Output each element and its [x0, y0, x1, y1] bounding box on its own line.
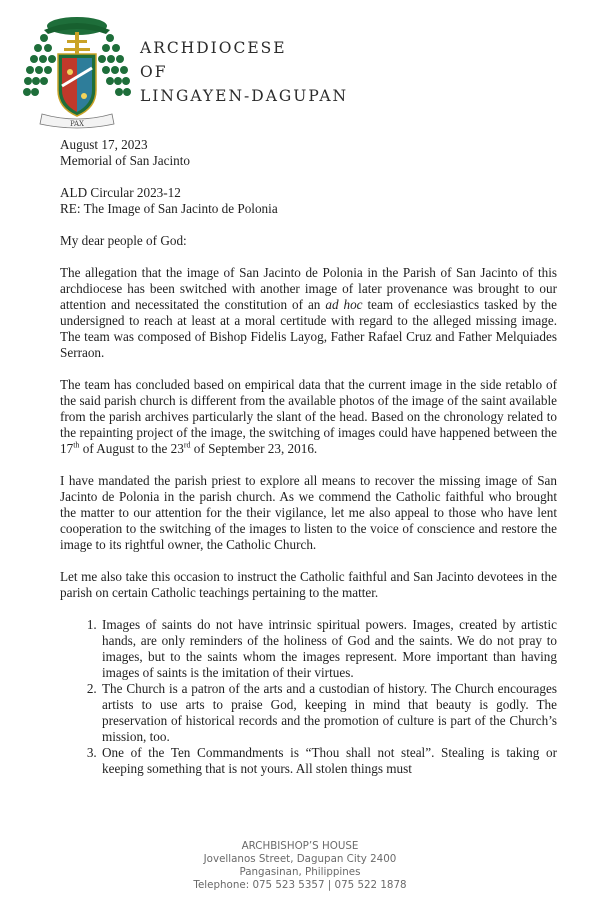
org-line-3: LINGAYEN-DAGUPAN: [140, 87, 349, 105]
tassels-left: [23, 34, 56, 96]
shield: [58, 54, 96, 116]
paragraph-instruction: Let me also take this occasion to instruct the Catholic faithful and San Jacinto devotees in the parish on certain Catholic teachings pertaining to the matter.: [60, 569, 557, 600]
paragraph-mandate: I have mandated the parish priest to explore all means to recover the missing image of San Jacinto de Polonia in the parish church. As we commend the Catholic faithful who brought the matter to our attention for the their vigilance, let me also appeal to those who have lent cooperation to the switching of the images to listen to the voice of conscience and restore the image to its rightful owner, the Catholic Church.: [60, 473, 557, 552]
list-item: 1. Images of saints do not have intrinsic spiritual powers. Images, created by artistic hands, are only reminders of the holiness of God and the saints. We do not pray to images, but to the saints whom the images represent. More important than having images of saints is the imitation of their virtues.: [100, 617, 557, 681]
coat-of-arms-crest: [22, 12, 132, 130]
paragraph-allegation: The allegation that the image of San Jacinto de Polonia in the Parish of San Jacinto of this archdiocese has been switched with another image of later provenance was brought to our attention and necessitated the constitution of an ad hoc team of ecclesiastics tasked by the undersigned to reach at least at a moral certitude with regard to the alleged missing image. The team was composed of Bishop Fidelis Layog, Father Rafael Cruz and Father Melquiades Serraon.: [60, 265, 557, 360]
paragraph-conclusion: The team has concluded based on empirical data that the current image in the side retablo of the said parish church is different from the available photos of the image of the saint available from the parish archives particularly the slant of the head. Based on the chronology related to the repainting project of the image, the switching of images could have happened between the 17th of August to the 23rd of September 23, 2016.: [60, 377, 557, 456]
organization-name: [140, 36, 348, 108]
letter-occasion: Memorial of San Jacinto: [60, 153, 191, 168]
letterhead-footer: [0, 840, 600, 892]
org-line-1: ARCHDIOCESE: [140, 39, 287, 57]
org-line-2: OF: [140, 63, 168, 81]
circular-number: ALD Circular 2023-12: [60, 185, 181, 200]
ad-hoc-term: ad hoc: [325, 297, 363, 312]
footer-telephone: Telephone: 075 523 5357 | 075 522 1878: [193, 879, 407, 891]
footer-street: Jovellanos Street, Dagupan City 2400: [203, 853, 397, 865]
letter-body: [60, 137, 557, 777]
salutation: My dear people of God:: [60, 233, 187, 248]
list-item: 3. One of the Ten Commandments is “Thou shall not steal”. Stealing is taking or keeping something that is not yours. All stolen things must: [100, 745, 557, 777]
letter-subject: RE: The Image of San Jacinto de Polonia: [60, 201, 278, 216]
footer-province: Pangasinan, Philippines: [239, 866, 361, 878]
letter-date: August 17, 2023: [60, 137, 148, 152]
tassels-right: [98, 34, 131, 96]
teachings-list: [60, 617, 557, 777]
crest-motto: PAX: [69, 120, 85, 128]
footer-title: ARCHBISHOP’S HOUSE: [241, 840, 359, 852]
list-item: 2. The Church is a patron of the arts and a custodian of history. The Church encourages artists to use arts to praise God, keeping in mind that beauty is godly. The preservation of historical records and the promotion of culture is part of the Church’s mission, too.: [100, 681, 557, 745]
